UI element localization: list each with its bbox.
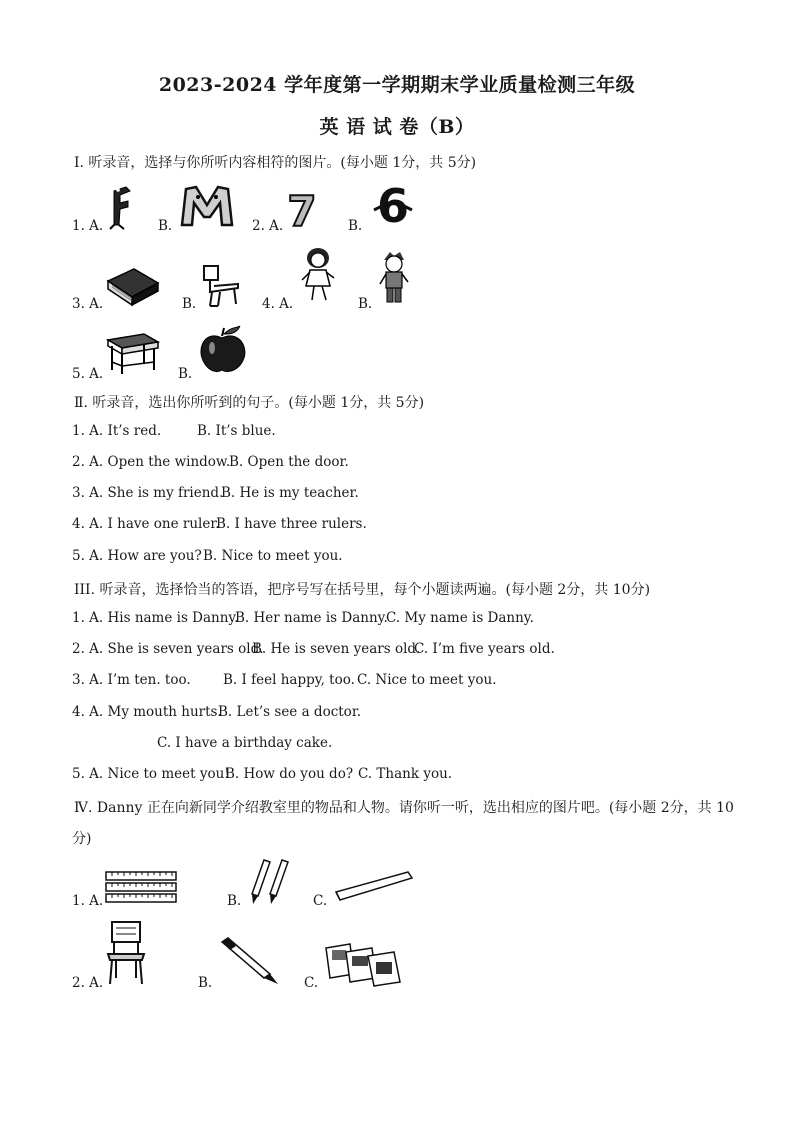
- s1-q1-option-a: 1. A.: [72, 218, 104, 234]
- s1-q3-option-a: 3. A.: [72, 296, 104, 312]
- page-title: 2023-2024 学年度第一学期期末学业质量检测三年级: [158, 74, 636, 96]
- chair-icon: [104, 920, 148, 986]
- s3-q2-option-a: 2. A. She is seven years old.: [72, 641, 264, 657]
- s3-q2-option-b: B. He is seven years old.: [252, 641, 421, 657]
- girl-icon: [298, 246, 338, 306]
- s3-q5-option-a: 5. A. Nice to meet you!: [72, 766, 230, 782]
- s1-q1-option-b: B.: [158, 218, 173, 234]
- s1-q3-option-b: B.: [182, 296, 197, 312]
- s4-q1-option-a: 1. A.: [72, 893, 104, 909]
- s1-q4-option-a: 4. A.: [262, 296, 294, 312]
- s3-q5-option-c: C. Thank you.: [358, 766, 453, 782]
- s3-q5-option-b: B. How do you do?: [225, 766, 354, 782]
- digit-6: 6: [376, 180, 410, 228]
- apple-icon: [198, 322, 248, 376]
- book-icon: [104, 265, 160, 307]
- section-4-heading: Ⅳ. Danny 正在向新同学介绍教室里的物品和人物。请你听一听，选出相应的图片吧。(每小题 2分，共 10: [74, 800, 734, 816]
- section-4-heading-cont: 分): [72, 831, 92, 847]
- s2-q4-option-a: 4. A. I have one ruler.: [72, 516, 220, 532]
- school-chair-icon: [198, 262, 242, 310]
- digit-7: 7: [287, 188, 317, 230]
- s4-q2-option-c: C.: [304, 975, 319, 991]
- boy-icon: [376, 250, 412, 308]
- page-subtitle: 英 语 试 卷（B）: [319, 116, 475, 138]
- s1-q5-option-b: B.: [178, 366, 193, 382]
- s3-q3-option-a: 3. A. I’m ten. too.: [72, 672, 191, 688]
- s1-q4-option-b: B.: [358, 296, 373, 312]
- desk-icon: [104, 330, 160, 376]
- s3-q1-option-a: 1. A. His name is Danny.: [72, 610, 239, 626]
- ruler-icon: [334, 868, 414, 902]
- s3-q1-option-c: C. My name is Danny.: [386, 610, 534, 626]
- section-1-heading: Ⅰ. 听录音，选择与你所听内容相符的图片。(每小题 1分，共 5分): [74, 155, 477, 171]
- s2-q3-option-b: B. He is my teacher.: [221, 485, 359, 501]
- letter-m-icon: [178, 183, 236, 231]
- s4-q1-option-b: B.: [227, 893, 242, 909]
- s2-q5-option-a: 5. A. How are you?: [72, 548, 202, 564]
- pen-icon: [218, 936, 282, 986]
- s3-q1-option-b: B. Her name is Danny.: [235, 610, 388, 626]
- s2-q5-option-b: B. Nice to meet you.: [203, 548, 343, 564]
- s2-q1-option-b: B. It’s blue.: [197, 423, 276, 439]
- s3-q2-option-c: C. I’m five years old.: [414, 641, 555, 657]
- s1-q2-option-b: B.: [348, 218, 363, 234]
- number-7-icon: [284, 188, 320, 230]
- s3-q4-option-b: B. Let’s see a doctor.: [218, 704, 362, 720]
- letter-f-icon: [104, 183, 136, 231]
- s4-q2-option-b: B.: [198, 975, 213, 991]
- rulers-icon: [104, 870, 178, 904]
- s3-q4-option-a: 4. A. My mouth hurts.: [72, 704, 222, 720]
- s2-q2-option-a: 2. A. Open the window.: [72, 454, 231, 470]
- pencils-icon: [248, 858, 292, 906]
- s2-q1-option-a: 1. A. It’s red.: [72, 423, 162, 439]
- s3-q3-option-b: B. I feel happy, too.: [223, 672, 355, 688]
- number-6-icon: [368, 180, 418, 228]
- s2-q3-option-a: 3. A. She is my friend.: [72, 485, 224, 501]
- section-2-heading: Ⅱ. 听录音，选出你所听到的句子。(每小题 1分，共 5分): [74, 395, 425, 411]
- books-icon: [324, 940, 404, 988]
- s2-q2-option-b: B. Open the door.: [229, 454, 349, 470]
- s4-q2-option-a: 2. A.: [72, 975, 104, 991]
- s3-q4-option-c: C. I have a birthday cake.: [157, 735, 333, 751]
- s1-q2-option-a: 2. A.: [252, 218, 284, 234]
- s2-q4-option-b: B. I have three rulers.: [216, 516, 367, 532]
- s4-q1-option-c: C.: [313, 893, 328, 909]
- s3-q3-option-c: C. Nice to meet you.: [357, 672, 497, 688]
- section-3-heading: III. 听录音，选择恰当的答语，把序号写在括号里，每个小题读两遍。(每小题 2分，共 10分): [74, 582, 651, 598]
- s1-q5-option-a: 5. A.: [72, 366, 104, 382]
